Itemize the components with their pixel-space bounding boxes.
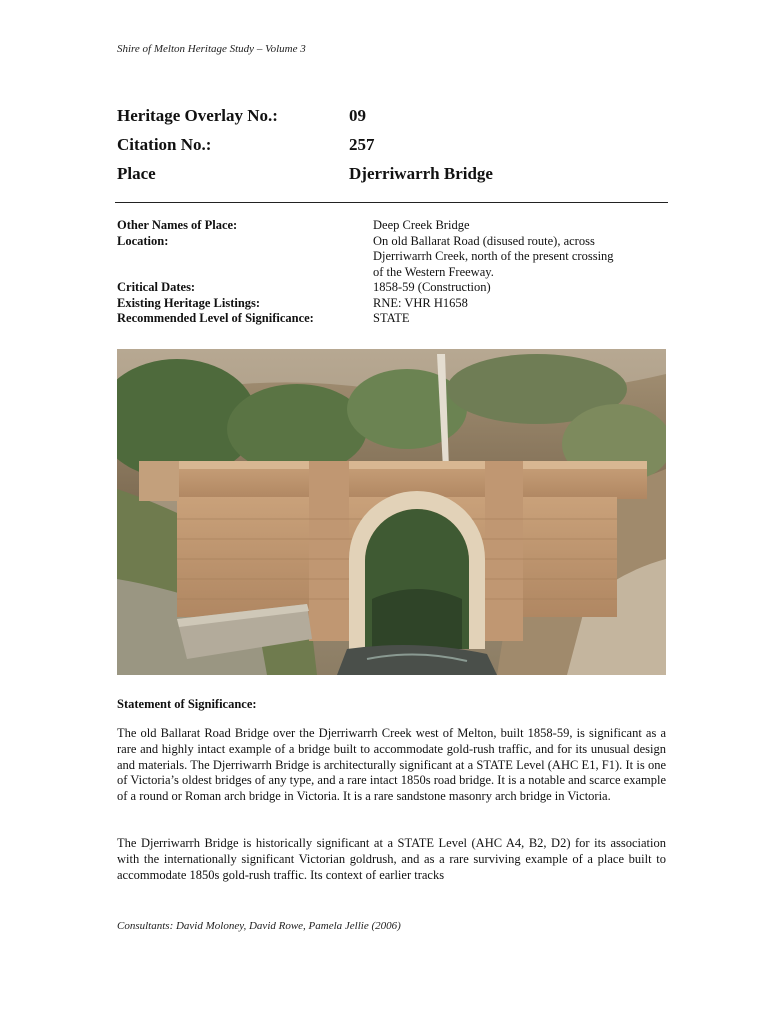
consultants-footer: Consultants: David Moloney, David Rowe, Pamela Jellie (2006) [117,920,401,932]
detail-label: Existing Heritage Listings: [117,295,261,310]
statement-heading: Statement of Significance: [117,697,257,711]
detail-line: of the Western Freeway. [373,264,494,279]
detail-row-heritage-listings [117,296,668,312]
detail-row-location [117,234,668,281]
detail-row-critical-dates [117,280,668,296]
bridge-photo-illustration [117,349,666,675]
detail-line: STATE [373,311,410,325]
place-value: Djerriwarrh Bridge [349,163,493,183]
detail-row-other-names [117,218,668,234]
citation-number-label: Citation No.: [117,134,212,154]
heritage-overlay-value: 09 [349,105,366,125]
heritage-overlay-label: Heritage Overlay No.: [117,105,278,125]
detail-label: Critical Dates: [117,280,196,294]
place-details [117,218,668,327]
statement-paragraph: The old Ballarat Road Bridge over the Djerriwarrh Creek west of Melton, built 1858-59, is significant as a rare and highly intact example of a bridge built to accommodate gold-rush traffic, and for its unusual design and materials. The Djerriwarrh Bridge is architecturally significant at a STATE Level (AHC E1, F1). It is one of Victoria’s oldest bridges of any type, and a rare intact 1850s road bridge. It is a notable and scarce example of a round or Roman arch bridge in Victoria. It is a rare sandstone masonry arch bridge in Victoria. [117,726,666,804]
detail-value [373,296,668,312]
citation-block [117,101,668,188]
detail-row-significance-level [117,311,668,327]
place-row [117,159,668,188]
detail-label: Location: [117,233,169,248]
detail-line: Djerriwarrh Creek, north of the present crossing [373,249,614,263]
citation-number-row [117,130,668,159]
detail-line: RNE: VHR H1658 [373,295,468,310]
heritage-overlay-row [117,101,668,130]
detail-value [373,280,668,296]
place-label: Place [117,163,156,183]
section-divider [115,202,668,203]
detail-value [373,234,668,281]
citation-number-value: 257 [349,134,375,154]
detail-value [373,311,668,327]
detail-label: Recommended Level of Significance: [117,311,314,325]
detail-line: On old Ballarat Road (disused route), across [373,233,595,248]
bridge-photo [117,349,666,675]
running-header: Shire of Melton Heritage Study – Volume 3 [117,43,306,55]
statement-paragraph: The Djerriwarrh Bridge is historically significant at a STATE Level (AHC A4, B2, D2) for its association with the internationally significant Victorian goldrush, and as a rare surviving example of a place built to accommodate 1850s gold-rush traffic. Its context of earlier tracks [117,836,666,882]
detail-line: Deep Creek Bridge [373,218,470,232]
detail-value [373,218,668,234]
detail-line: 1858-59 (Construction) [373,280,491,294]
detail-label: Other Names of Place: [117,218,238,232]
